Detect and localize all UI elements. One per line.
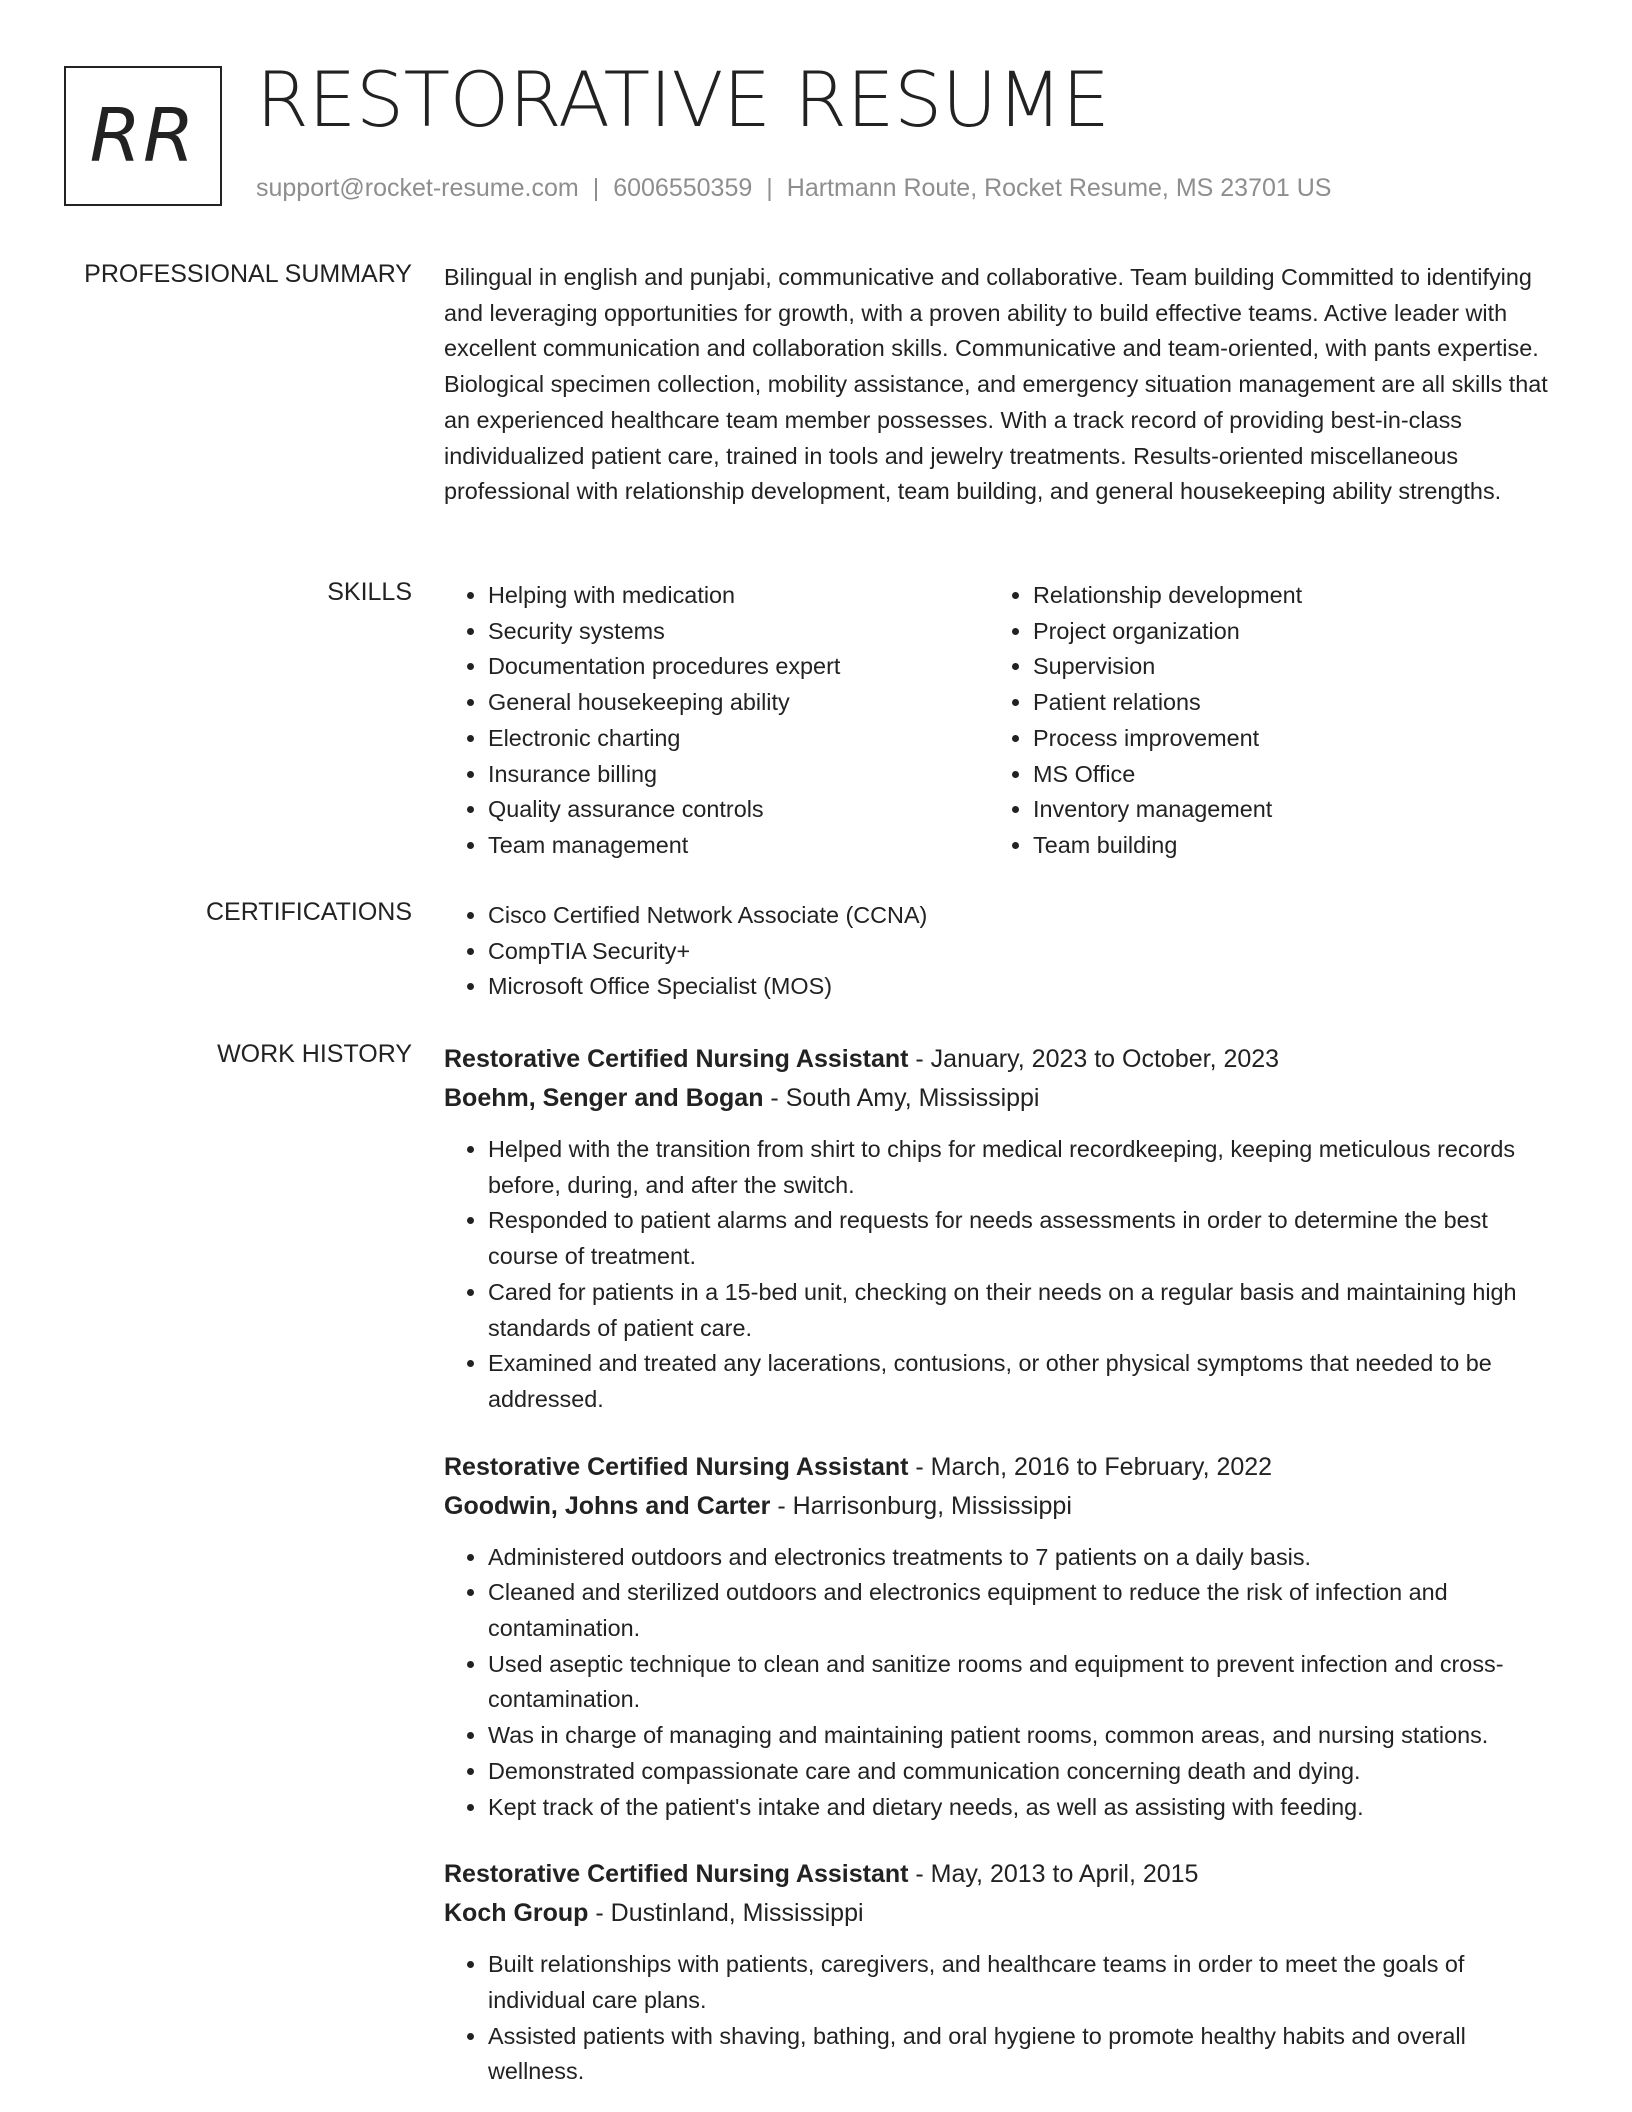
section-label-certifications: CERTIFICATIONS <box>205 898 412 926</box>
job-bullets <box>444 1947 1550 2090</box>
job-title-line <box>444 1855 1550 1894</box>
skill-item: • Insurance billing <box>488 757 989 793</box>
job-bullet: • Kept track of the patient's intake and dietary needs, as well as assisting with feeding. <box>488 1790 1550 1826</box>
skill-item: • Relationship development <box>1033 578 1534 614</box>
contact-separator: | <box>766 174 773 202</box>
work-history-body <box>444 1040 1550 2112</box>
skills-list-left <box>444 578 989 864</box>
skills-body <box>444 578 1550 864</box>
skill-item: • Electronic charting <box>488 721 989 757</box>
skill-item: • Supervision <box>1033 649 1534 685</box>
job-location: - Dustinland, Mississippi <box>588 1899 864 1928</box>
job-company: Koch Group <box>444 1899 589 1928</box>
job-company-line <box>444 1487 1550 1526</box>
skill-item: • Quality assurance controls <box>488 792 989 828</box>
certifications-list <box>444 898 1550 1005</box>
skill-item: • Inventory management <box>1033 792 1534 828</box>
job-bullet: • Cared for patients in a 15-bed unit, checking on their needs on a regular basis and maintaining high standards of patient care. <box>488 1275 1550 1346</box>
skill-item: • Team management <box>488 828 989 864</box>
job-entry <box>444 1040 1550 1418</box>
skills-list-right <box>989 578 1534 864</box>
contact-email: support@rocket-resume.com <box>256 174 579 202</box>
job-bullets <box>444 1540 1550 1826</box>
contact-address: Hartmann Route, Rocket Resume, MS 23701 US <box>786 174 1332 202</box>
job-bullets <box>444 1132 1550 1418</box>
job-title: Restorative Certified Nursing Assistant <box>444 1452 909 1481</box>
job-bullet: • Built relationships with patients, caregivers, and healthcare teams in order to meet the goals of individual care plans. <box>488 1947 1550 2018</box>
certification-item: • Microsoft Office Specialist (MOS) <box>488 969 1550 1005</box>
job-location: - South Amy, Mississippi <box>763 1084 1040 1112</box>
summary-text: Bilingual in english and punjabi, communicative and collaborative. Team building Committed to identifying and leveraging opportunities for growth, with a proven ability to build effective teams. Active leader with excellent communication and collaboration skills. Communicative and team-oriented, with pants expertise. Biological specimen collection, mobility assistance, and emergency situation management are all skills that an experienced healthcare team member possesses. With a track record of providing best-in-class individualized patient care, trained in tools and jewelry treatments. Results-oriented miscellaneous professional with relationship development, team building, and general housekeeping ability strengths. <box>444 264 1548 505</box>
job-company-line <box>444 1894 1550 1933</box>
section-label-summary: PROFESSIONAL SUMMARY <box>84 260 412 288</box>
job-entry <box>444 1448 1550 1826</box>
job-company-line <box>444 1079 1550 1118</box>
skill-item: • Patient relations <box>1033 685 1534 721</box>
job-dates: - May, 2013 to April, 2015 <box>908 1860 1199 1889</box>
job-bullet: • Cleaned and sterilized outdoors and electronics equipment to reduce the risk of infection and contamination. <box>488 1575 1550 1646</box>
certification-item: • CompTIA Security+ <box>488 934 1550 970</box>
certification-item: • Cisco Certified Network Associate (CCNA) <box>488 898 1550 934</box>
job-dates: - January, 2023 to October, 2023 <box>908 1045 1280 1073</box>
skill-item: • General housekeeping ability <box>488 685 989 721</box>
resume-name: RESTORATIVE RESUME <box>256 55 1110 144</box>
job-bullet: • Demonstrated compassionate care and communication concerning death and dying. <box>488 1754 1550 1790</box>
contact-separator: | <box>592 174 600 202</box>
job-title: Restorative Certified Nursing Assistant <box>444 1860 909 1889</box>
skill-item: • MS Office <box>1033 757 1534 793</box>
skill-item: • Documentation procedures expert <box>488 649 989 685</box>
job-entry <box>444 1855 1550 2090</box>
contact-line <box>256 174 1331 203</box>
job-title: Restorative Certified Nursing Assistant <box>444 1045 909 1073</box>
job-bullet: • Was in charge of managing and maintaining patient rooms, common areas, and nursing stations. <box>488 1718 1550 1754</box>
job-bullet: • Responded to patient alarms and requests for needs assessments in order to determine the best course of treatment. <box>488 1203 1550 1274</box>
job-company: Goodwin, Johns and Carter <box>444 1491 771 1520</box>
job-bullet: • Administered outdoors and electronics treatments to 7 patients on a daily basis. <box>488 1540 1550 1576</box>
skill-item: • Process improvement <box>1033 721 1534 757</box>
job-bullet: • Assisted patients with shaving, bathing, and oral hygiene to promote healthy habits and overall wellness. <box>488 2019 1550 2090</box>
job-location: - Harrisonburg, Mississippi <box>770 1491 1072 1520</box>
skill-item: • Project organization <box>1033 614 1534 650</box>
job-company: Boehm, Senger and Bogan <box>444 1084 764 1112</box>
skill-item: • Helping with medication <box>488 578 989 614</box>
skill-item: • Team building <box>1033 828 1534 864</box>
job-bullet: • Used aseptic technique to clean and sanitize rooms and equipment to prevent infection and cross-contamination. <box>488 1647 1550 1718</box>
job-dates: - March, 2016 to February, 2022 <box>908 1452 1273 1481</box>
job-bullet: • Examined and treated any lacerations, contusions, or other physical symptoms that needed to be addressed. <box>488 1346 1550 1417</box>
monogram-logo: RR <box>64 66 222 206</box>
job-title-line <box>444 1040 1550 1079</box>
contact-phone: 6006550359 <box>613 174 753 202</box>
certifications-body <box>444 898 1550 1005</box>
job-bullet: • Helped with the transition from shirt to chips for medical recordkeeping, keeping meticulous records before, during, and after the switch. <box>488 1132 1550 1203</box>
section-label-skills: SKILLS <box>327 578 412 606</box>
job-title-line <box>444 1448 1550 1487</box>
skill-item: • Security systems <box>488 614 989 650</box>
section-label-work-history: WORK HISTORY <box>217 1040 412 1068</box>
